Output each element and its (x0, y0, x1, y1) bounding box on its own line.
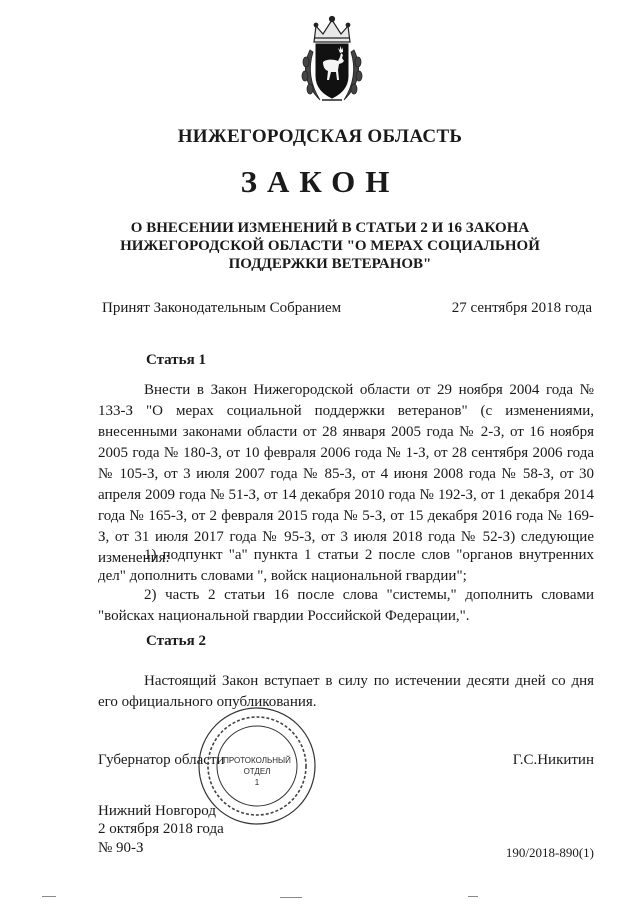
signatory-position: Губернатор области (98, 752, 225, 768)
article-1-heading: Статья 1 (146, 352, 206, 368)
document-title: ЗАКОН (240, 164, 400, 199)
coat-of-arms-icon (296, 14, 368, 106)
stamp-line: ОТДЕЛ (243, 767, 271, 776)
subtitle-line: ПОДДЕРЖКИ ВЕТЕРАНОВ" (228, 256, 432, 272)
article-1-item-1: 1) подпункт "а" пункта 1 статьи 2 после слов "органов внутренних дел" дополнить словами ", войск национальной гвардии"; (98, 547, 594, 584)
article-2-heading: Статья 2 (146, 633, 206, 649)
subtitle-line: О ВНЕСЕНИИ ИЗМЕНЕНИЙ В СТАТЬИ 2 И 16 ЗАКОНА (130, 220, 530, 236)
subtitle-line: НИЖЕГОРОДСКОЙ ОБЛАСТИ "О МЕРАХ СОЦИАЛЬНОЙ (120, 238, 540, 254)
article-1-intro: Внести в Закон Нижегородской области от 29 ноября 2004 года № 133-З "О мерах социальной поддержки ветеранов" (с изменениями, внесенными законами области от 28 января 2005 года № 2-З, от 16 ноября 2005 года № 180-З, от 10 февраля 2006 года № 1-З, от 28 сентября 2006 года № 105-З, от 3 июля 2007 года № 85-З, от 4 июня 2008 года № 58-З, от 30 апреля 2009 года № 51-З, от 14 декабря 2010 года № 192-З, от 1 декабря 2014 года № 165-З, от 2 февраля 2015 года № 5-З, от 15 декабря 2016 года № 169-З, от 31 июля 2017 года № 95-З, от 3 июля 2018 года № 52-З) следующие изменения: (98, 382, 594, 566)
signing-date: 2 октября 2018 года (98, 821, 224, 837)
adoption-label: Принят Законодательным Собранием (102, 300, 342, 316)
stamp-text (222, 755, 292, 788)
registration-number: 190/2018-890(1) (505, 845, 594, 860)
stamp-line: ПРОТОКОЛЬНЫЙ (223, 756, 291, 765)
law-number: № 90-З (98, 840, 144, 856)
adoption-date: 27 сентября 2018 года (451, 300, 592, 316)
article-1-item-2: 2) часть 2 статьи 16 после слова "системы," дополнить словами "войсках национальной гвардии Российской Федерации,". (98, 587, 594, 624)
signing-place: Нижний Новгород (98, 803, 216, 819)
article-2-text: Настоящий Закон вступает в силу по истечении десяти дней со дня его официального опубликования. (98, 673, 594, 710)
signatory-name: Г.С.Никитин (512, 752, 594, 768)
law-subtitle (90, 219, 570, 273)
region-title: НИЖЕГОРОДСКАЯ ОБЛАСТЬ (177, 126, 463, 147)
stamp-line: 1 (254, 778, 260, 787)
